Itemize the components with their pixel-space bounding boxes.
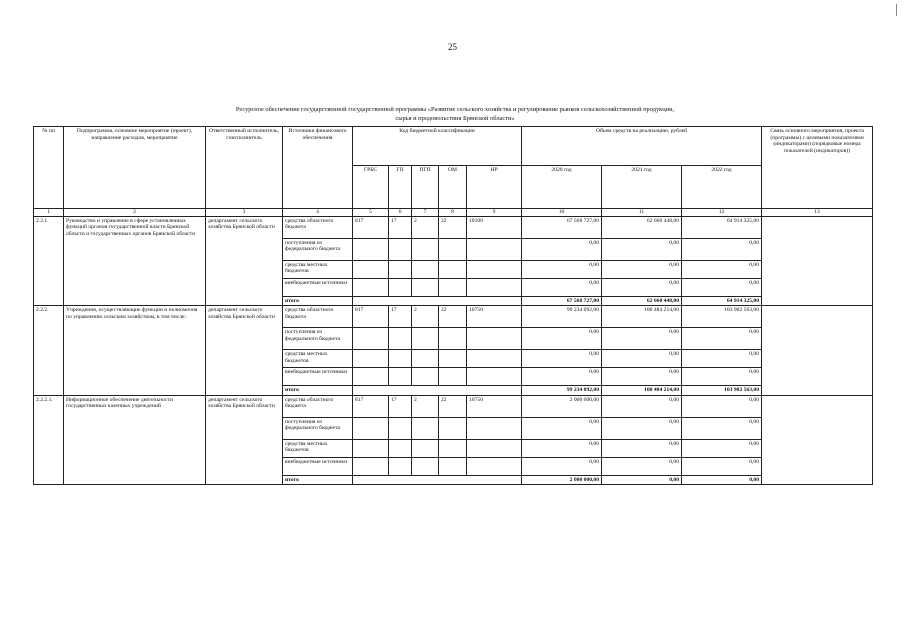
budget-code-grbs	[353, 278, 389, 296]
section-number: 2.2.2.1.	[34, 395, 64, 485]
funding-source: средства местных бюджетов	[283, 350, 353, 368]
header-budget-code: Код бюджетной классификации	[353, 127, 522, 166]
amount-2020: 0,00	[522, 457, 602, 475]
amount-2022: 0,00	[682, 278, 762, 296]
funding-source: поступления из федерального бюджета	[283, 417, 353, 439]
budget-code-gp	[389, 417, 412, 439]
header-pgp: ПГП	[412, 166, 439, 209]
amount-2021: 0,00	[602, 350, 682, 368]
budget-code-np: 10750	[467, 306, 522, 328]
amount-2022: 64 914 325,00	[682, 216, 762, 238]
budget-code-np: 10100	[467, 216, 522, 238]
funding-source: средства местных бюджетов	[283, 260, 353, 278]
header-source: Источники финансового обеспечения	[283, 127, 353, 209]
budget-code-np	[467, 439, 522, 457]
budget-code-om	[439, 238, 467, 260]
column-index: 5	[353, 209, 389, 217]
budget-code-om	[439, 260, 467, 278]
header-num: № пп	[34, 127, 64, 209]
header-link: Связь основного мероприятия, проекта (программы) с целевыми показателями (индикаторами) (порядковые номера показателей (индикаторов))	[762, 127, 873, 209]
resource-table	[33, 126, 873, 485]
amount-2021: 0,00	[602, 395, 682, 417]
total-label: итого	[283, 296, 353, 306]
amount-2022: 0,00	[682, 238, 762, 260]
total-2020: 67 568 727,00	[522, 296, 602, 306]
section-name: Учреждения, осуществляющие функции и полномочия по управлению сельским хозяйством, в том числе:	[64, 306, 206, 396]
total-2020: 99 234 092,00	[522, 386, 602, 396]
funding-source: средства областного бюджета	[283, 216, 353, 238]
budget-code-om	[439, 278, 467, 296]
document-title-line-2: сырья и продовольствия Брянской области»	[395, 115, 515, 122]
indicator-link-cell	[762, 306, 873, 396]
header-subprogram: Подпрограмма, основное мероприятие (проект), направление расходов, мероприятие	[64, 127, 206, 209]
amount-2021: 0,00	[602, 328, 682, 350]
amount-2022: 0,00	[682, 457, 762, 475]
budget-code-np	[467, 350, 522, 368]
total-2022: 0,00	[682, 475, 762, 485]
total-codes-empty	[353, 386, 522, 396]
budget-code-gp	[389, 328, 412, 350]
header-year-2021: 2021 год	[602, 166, 682, 209]
funding-source: средства областного бюджета	[283, 306, 353, 328]
budget-code-om	[439, 328, 467, 350]
total-2021: 62 660 448,00	[602, 296, 682, 306]
column-index: 1	[34, 209, 64, 217]
amount-2021: 62 660 448,00	[602, 216, 682, 238]
funding-source: внебюджетные источники	[283, 457, 353, 475]
budget-code-np	[467, 238, 522, 260]
funding-source: поступления из федерального бюджета	[283, 328, 353, 350]
budget-code-gp	[389, 439, 412, 457]
column-index: 2	[64, 209, 206, 217]
amount-2020: 0,00	[522, 328, 602, 350]
budget-code-grbs	[353, 439, 389, 457]
table-body	[34, 216, 873, 485]
amount-2021: 0,00	[602, 457, 682, 475]
total-codes-empty	[353, 475, 522, 485]
amount-2021: 0,00	[602, 439, 682, 457]
budget-code-grbs	[353, 417, 389, 439]
header-row-1	[34, 127, 873, 166]
amount-2022: 103 982 563,00	[682, 306, 762, 328]
amount-2020: 0,00	[522, 260, 602, 278]
amount-2020: 0,00	[522, 439, 602, 457]
column-index: 13	[762, 209, 873, 217]
budget-code-pgp	[412, 278, 439, 296]
amount-2020: 0,00	[522, 278, 602, 296]
total-label: итого	[283, 386, 353, 396]
section-name: Информационное обеспечение деятельности государственных казенных учреждений	[64, 395, 206, 485]
budget-code-pgp	[412, 328, 439, 350]
column-index: 10	[522, 209, 602, 217]
header-om: ОМ	[439, 166, 467, 209]
header-year-2022: 2022 год	[682, 166, 762, 209]
budget-code-np	[467, 278, 522, 296]
amount-2020: 99 234 092,00	[522, 306, 602, 328]
budget-code-grbs: 817	[353, 306, 389, 328]
funding-source: поступления из федерального бюджета	[283, 238, 353, 260]
budget-code-gp: 17	[389, 216, 412, 238]
section-executor: департамент сельского хозяйства Брянской области	[206, 395, 283, 485]
budget-code-np	[467, 328, 522, 350]
header-gp: ГП	[389, 166, 412, 209]
budget-code-grbs: 817	[353, 216, 389, 238]
amount-2022: 0,00	[682, 260, 762, 278]
funding-source: средства областного бюджета	[283, 395, 353, 417]
table-row	[34, 395, 873, 417]
amount-2022: 0,00	[682, 395, 762, 417]
amount-2022: 0,00	[682, 417, 762, 439]
scan-edge-mark	[896, 4, 897, 16]
budget-code-np	[467, 417, 522, 439]
total-2022: 64 914 325,00	[682, 296, 762, 306]
total-2021: 100 484 214,00	[602, 386, 682, 396]
total-2021: 0,00	[602, 475, 682, 485]
budget-code-np	[467, 457, 522, 475]
budget-code-grbs	[353, 328, 389, 350]
header-np: НР	[467, 166, 522, 209]
column-index: 8	[439, 209, 467, 217]
section-name: Руководство и управление в сфере установленных функций органов государственной власти Брянской области и государственных органов Брянской области	[64, 216, 206, 306]
column-index: 6	[389, 209, 412, 217]
budget-code-pgp: 2	[412, 395, 439, 417]
budget-code-om	[439, 368, 467, 386]
budget-code-om: 22	[439, 395, 467, 417]
section-number: 2.2.2.	[34, 306, 64, 396]
total-label: итого	[283, 475, 353, 485]
budget-code-om: 22	[439, 306, 467, 328]
amount-2020: 0,00	[522, 368, 602, 386]
budget-code-gp	[389, 457, 412, 475]
budget-code-pgp	[412, 457, 439, 475]
budget-code-pgp	[412, 439, 439, 457]
budget-code-np	[467, 368, 522, 386]
total-2022: 103 982 563,00	[682, 386, 762, 396]
total-2020: 2 000 000,00	[522, 475, 602, 485]
budget-code-np: 10750	[467, 395, 522, 417]
amount-2022: 0,00	[682, 350, 762, 368]
budget-code-grbs	[353, 350, 389, 368]
amount-2020: 2 000 000,00	[522, 395, 602, 417]
column-index-row	[34, 209, 873, 217]
column-index: 12	[682, 209, 762, 217]
section-executor: департамент сельского хозяйства Брянской области	[206, 306, 283, 396]
budget-code-gp	[389, 238, 412, 260]
column-index: 3	[206, 209, 283, 217]
total-codes-empty	[353, 296, 522, 306]
indicator-link-cell	[762, 395, 873, 485]
budget-code-gp	[389, 368, 412, 386]
budget-code-gp: 17	[389, 306, 412, 328]
budget-code-om: 22	[439, 216, 467, 238]
budget-code-gp	[389, 350, 412, 368]
budget-code-pgp	[412, 368, 439, 386]
amount-2022: 0,00	[682, 439, 762, 457]
budget-code-grbs	[353, 368, 389, 386]
amount-2021: 0,00	[602, 278, 682, 296]
amount-2021: 0,00	[602, 417, 682, 439]
amount-2020: 0,00	[522, 350, 602, 368]
budget-code-grbs	[353, 238, 389, 260]
budget-code-om	[439, 417, 467, 439]
budget-code-gp: 17	[389, 395, 412, 417]
budget-code-pgp	[412, 238, 439, 260]
column-index: 4	[283, 209, 353, 217]
section-executor: департамент сельского хозяйства Брянской области	[206, 216, 283, 306]
budget-code-om	[439, 457, 467, 475]
budget-code-pgp	[412, 417, 439, 439]
budget-code-gp	[389, 278, 412, 296]
header-executor: Ответственный исполнитель, соисполнитель	[206, 127, 283, 209]
header-grbs: ГРБС	[353, 166, 389, 209]
amount-2021: 0,00	[602, 238, 682, 260]
budget-code-pgp: 2	[412, 306, 439, 328]
indicator-link-cell	[762, 216, 873, 306]
amount-2021: 100 484 214,00	[602, 306, 682, 328]
budget-code-grbs	[353, 457, 389, 475]
section-number: 2.2.1.	[34, 216, 64, 306]
page-number: 25	[448, 42, 457, 52]
budget-code-gp	[389, 260, 412, 278]
funding-source: внебюджетные источники	[283, 368, 353, 386]
amount-2020: 67 568 727,00	[522, 216, 602, 238]
funding-source: средства местных бюджетов	[283, 439, 353, 457]
amount-2022: 0,00	[682, 368, 762, 386]
header-funds: Объем средств на реализацию, рублей	[522, 127, 762, 166]
column-index: 7	[412, 209, 439, 217]
document-title	[150, 105, 760, 123]
amount-2020: 0,00	[522, 238, 602, 260]
amount-2021: 0,00	[602, 260, 682, 278]
amount-2022: 0,00	[682, 328, 762, 350]
table-row	[34, 306, 873, 328]
budget-code-grbs	[353, 260, 389, 278]
budget-code-om	[439, 350, 467, 368]
budget-code-pgp	[412, 350, 439, 368]
budget-code-grbs: 817	[353, 395, 389, 417]
header-year-2020: 2020 год	[522, 166, 602, 209]
amount-2021: 0,00	[602, 368, 682, 386]
budget-code-om	[439, 439, 467, 457]
budget-code-np	[467, 260, 522, 278]
column-index: 11	[602, 209, 682, 217]
budget-code-pgp: 2	[412, 216, 439, 238]
table-row	[34, 216, 873, 238]
column-index: 9	[467, 209, 522, 217]
budget-code-pgp	[412, 260, 439, 278]
funding-source: внебюджетные источники	[283, 278, 353, 296]
amount-2020: 0,00	[522, 417, 602, 439]
document-title-line-1: Ресурсное обеспечение государственной государственной программы «Развитие сельского хозяйства и регулирование рынков сельскохозяйственной продукции,	[235, 106, 675, 113]
